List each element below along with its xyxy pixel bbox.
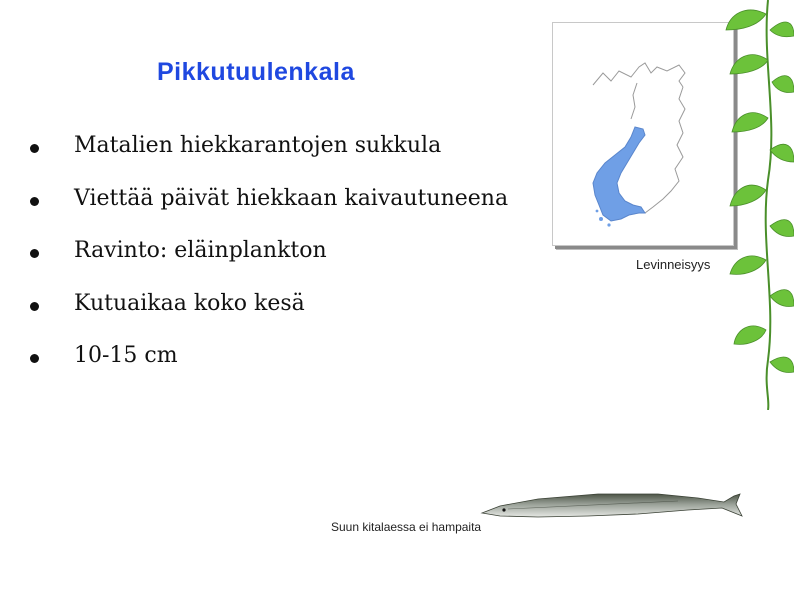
bullet-text: Kutuaikaa koko kesä [74,290,305,316]
fish-caption: Suun kitalaessa ei hampaita [331,520,482,534]
bullet-text: Viettää päivät hiekkaan kaivautuneena [74,185,509,211]
sand-eel-image [478,486,746,526]
bullet-dot-icon [30,144,39,153]
bullet-dot-icon [30,197,39,206]
vine-decoration-icon [706,0,794,410]
bullet-text: Ravinto: eläinplankton [74,238,327,263]
bullet-dot-icon [30,302,39,311]
slide-title: Pikkutuulenkala [157,58,355,86]
bullet-dot-icon [30,249,39,258]
bullet-dot-icon [30,354,39,363]
map-caption: Levinneisyys [636,257,711,272]
bullet-text: Matalien hiekkarantojen sukkula [74,133,442,158]
bullet-text: 10-15 cm [74,343,178,368]
